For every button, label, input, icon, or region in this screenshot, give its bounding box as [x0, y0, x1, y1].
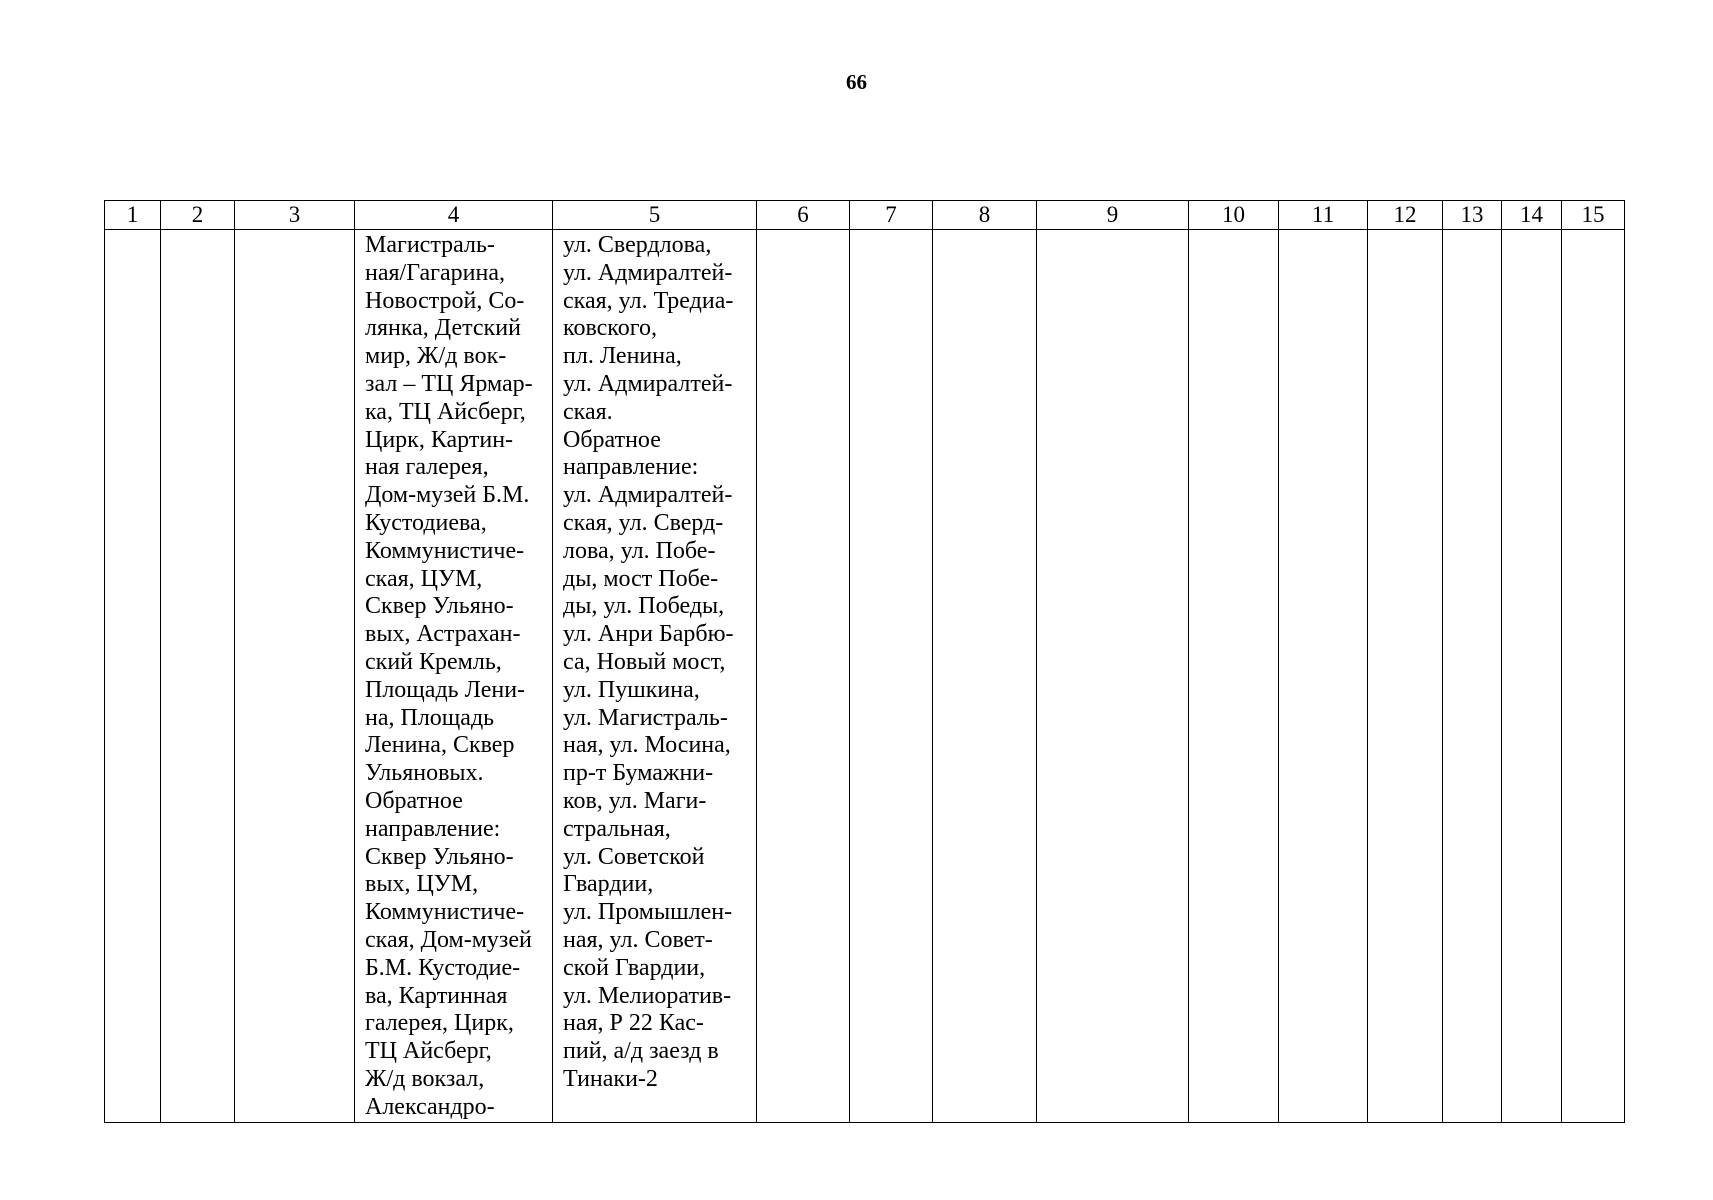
cell-text-8	[933, 230, 1036, 232]
table-cell-14	[1502, 230, 1562, 1123]
cell-text-11	[1279, 230, 1367, 232]
table-cell-1	[105, 230, 161, 1123]
column-header-4: 4	[355, 201, 553, 230]
cell-text-6	[757, 230, 849, 232]
table-cell-3	[235, 230, 355, 1123]
cell-text-2	[161, 230, 234, 232]
cell-text-15	[1562, 230, 1624, 232]
table-cell-8	[933, 230, 1037, 1123]
streets-list-text: ул. Свердлова, ул. Адмиралтей- ская, ул. Тредиа- ковского, пл. Ленина, ул. Адмиралтей- ская. Обратное направление: ул. Адмиралтей- ская, ул. Сверд- лова, ул. Побе- ды, мост Побе- ды, ул. Победы, ул. Анри Барбю- са, Новый мост, ул. Пушкина, ул. Магистраль- ная, ул. Мосина, пр-т Бумажни- ков, ул. Маги- стральная, ул. Советской Гвардии, ул. Промышлен- ная, ул. Совет- ской Гвардии, ул. Мелиоратив- ная, Р 22 Кас- пий, а/д заезд в Тинаки-2	[563, 232, 734, 1092]
table-cell-stops	[355, 230, 553, 1123]
route-table	[104, 200, 1625, 1123]
column-header-7: 7	[850, 201, 933, 230]
column-header-6: 6	[757, 201, 850, 230]
column-header-12: 12	[1368, 201, 1443, 230]
stops-list-text: Магистраль- ная/Гагарина, Новострой, Со- лянка, Детский мир, Ж/д вок- зал – ТЦ Ярмар- ка, ТЦ Айсберг, Цирк, Картин- ная галерея, Дом-музей Б.М. Кустодиева, Коммунистиче- ская, ЦУМ, Сквер Ульяно- вых, Астрахан- ский Кремль, Площадь Лени- на, Площадь Ленина, Сквер Ульяновых. Обратное направление: Сквер Ульяно- вых, ЦУМ, Коммунистиче- ская, Дом-музей Б.М. Кустодие- ва, Картинная галерея, Цирк, ТЦ Айсберг, Ж/д вокзал, Александро-	[365, 232, 533, 1120]
cell-text-9	[1037, 230, 1188, 232]
cell-text-3	[235, 230, 354, 232]
column-header-9: 9	[1037, 201, 1189, 230]
column-header-14: 14	[1502, 201, 1562, 230]
column-header-15: 15	[1562, 201, 1625, 230]
column-header-10: 10	[1189, 201, 1279, 230]
table-cell-10	[1189, 230, 1279, 1123]
column-header-8: 8	[933, 201, 1037, 230]
table-cell-12	[1368, 230, 1443, 1123]
cell-text-13	[1443, 230, 1501, 232]
cell-text-1	[105, 230, 160, 232]
header-row	[105, 201, 1625, 230]
table-cell-7	[850, 230, 933, 1123]
table-cell-15	[1562, 230, 1625, 1123]
column-header-2: 2	[161, 201, 235, 230]
table-cell-streets	[553, 230, 757, 1123]
column-header-5: 5	[553, 201, 757, 230]
cell-text-10	[1189, 230, 1278, 232]
cell-text-7	[850, 230, 932, 232]
cell-text-12	[1368, 230, 1442, 232]
table-cell-2	[161, 230, 235, 1123]
column-header-1: 1	[105, 201, 161, 230]
table-cell-9	[1037, 230, 1189, 1123]
table-cell-11	[1279, 230, 1368, 1123]
column-header-11: 11	[1279, 201, 1368, 230]
column-header-3: 3	[235, 201, 355, 230]
page-number: 66	[846, 70, 867, 94]
table-row	[105, 230, 1625, 1123]
table-cell-6	[757, 230, 850, 1123]
table-cell-13	[1443, 230, 1502, 1123]
cell-text-14	[1502, 230, 1561, 232]
column-header-13: 13	[1443, 201, 1502, 230]
